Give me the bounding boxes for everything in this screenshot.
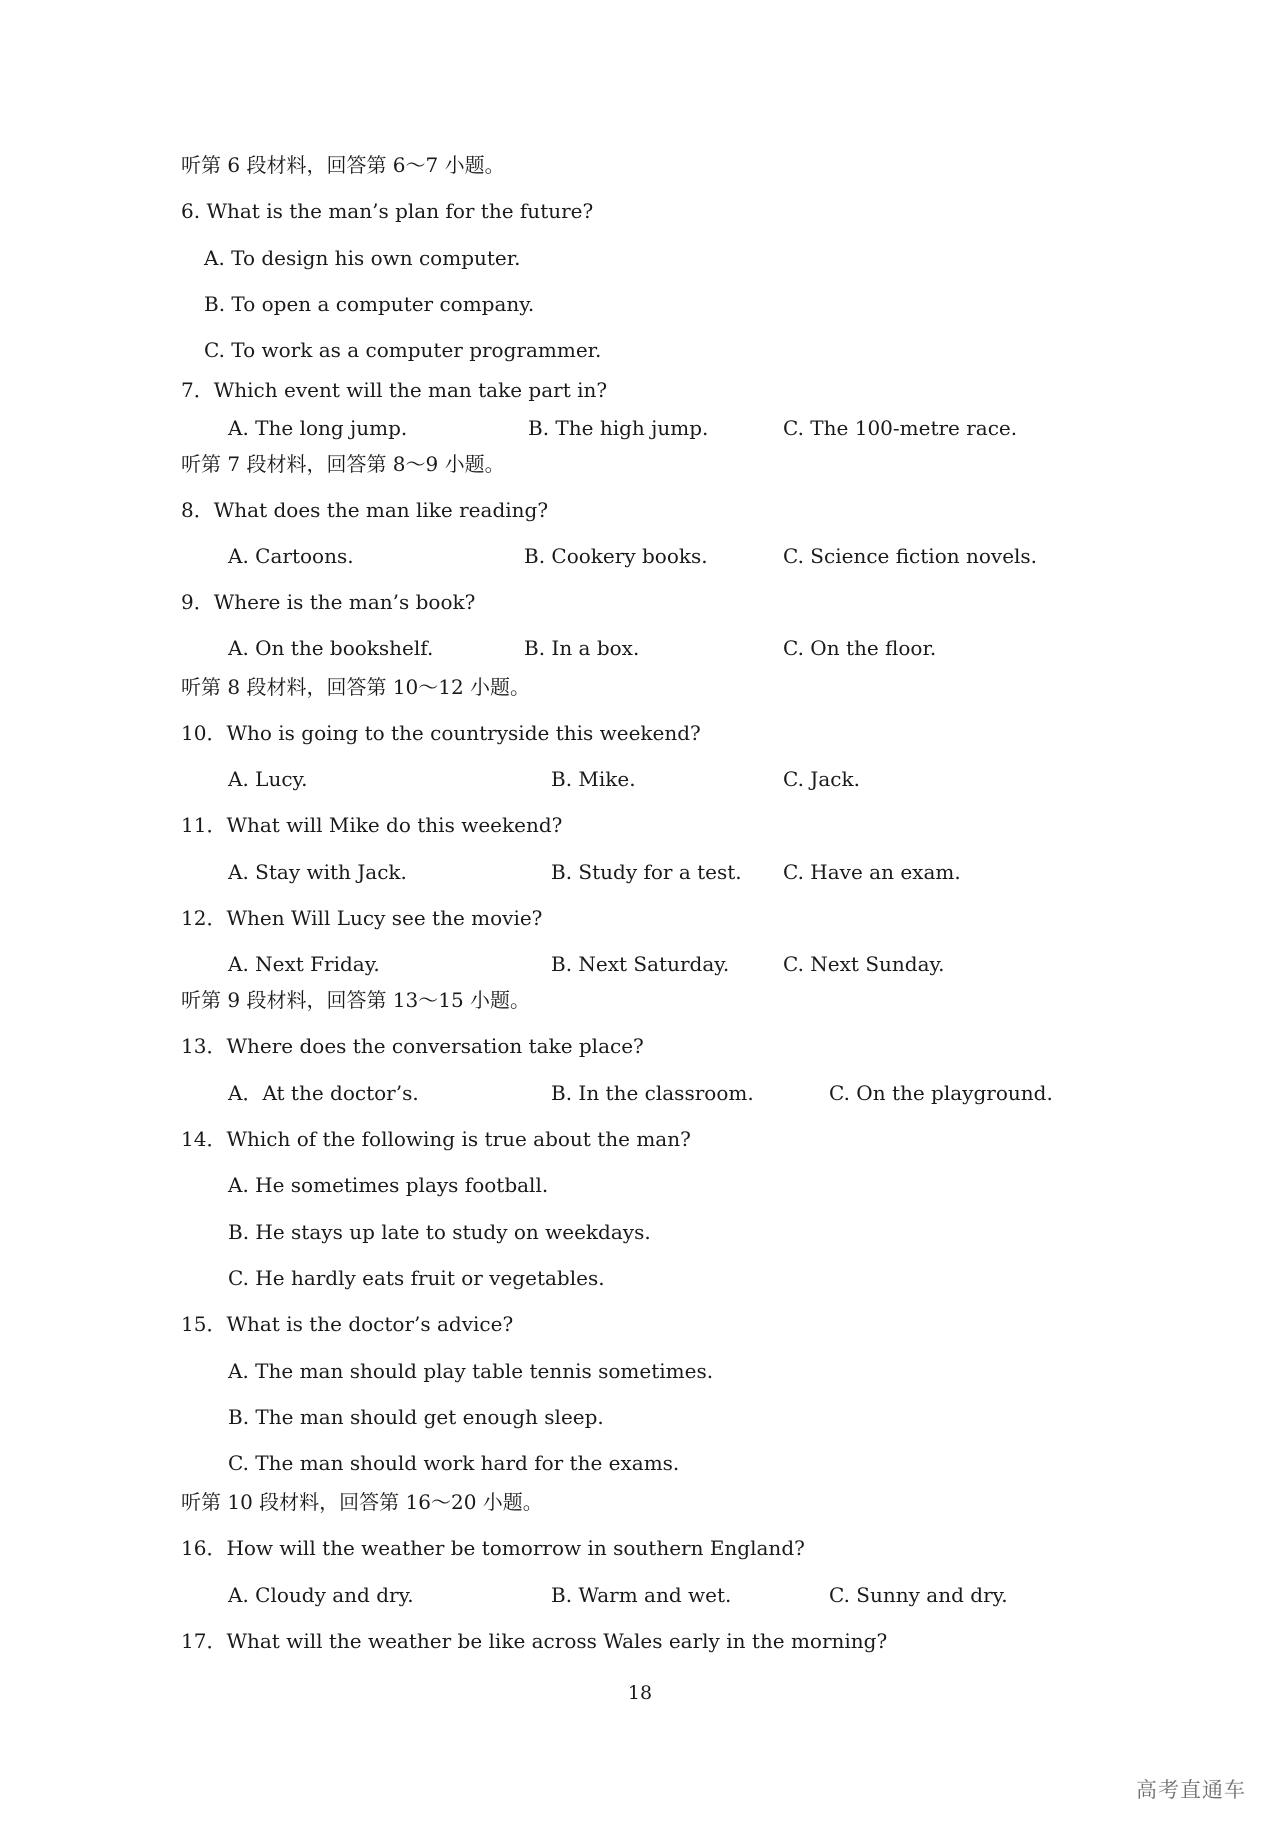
question-12-option-c: C. Next Sunday. xyxy=(783,952,945,976)
section-heading-6: 听第 6 段材料，回答第 6～7 小题。 xyxy=(181,153,505,177)
section-heading-8: 听第 8 段材料，回答第 10～12 小题。 xyxy=(181,675,531,699)
question-6: 6. What is the man’s plan for the future? xyxy=(181,199,594,223)
question-8: 8．What does the man like reading? xyxy=(181,498,549,522)
question-9-option-b: B. In a box. xyxy=(524,636,640,660)
question-7: 7．Which event will the man take part in? xyxy=(181,378,608,402)
question-11-option-a: A. Stay with Jack. xyxy=(228,860,407,884)
question-15-option-c: C. The man should work hard for the exams. xyxy=(228,1451,680,1475)
question-7-option-b: B. The high jump. xyxy=(528,416,709,440)
question-10-option-c: C. Jack. xyxy=(783,767,860,791)
question-11: 11．What will Mike do this weekend? xyxy=(181,813,563,837)
question-15: 15．What is the doctor’s advice? xyxy=(181,1312,514,1336)
question-9-option-a: A. On the bookshelf. xyxy=(228,636,434,660)
question-13-option-b: B. In the classroom. xyxy=(551,1081,754,1105)
question-16-option-c: C. Sunny and dry. xyxy=(829,1583,1008,1607)
watermark: 高考直通车 xyxy=(1136,1778,1246,1802)
question-6-option-c: C. To work as a computer programmer. xyxy=(204,338,602,362)
section-heading-7: 听第 7 段材料，回答第 8～9 小题。 xyxy=(181,452,505,476)
question-16-option-a: A. Cloudy and dry. xyxy=(228,1583,414,1607)
question-11-option-c: C. Have an exam. xyxy=(783,860,961,884)
section-heading-9: 听第 9 段材料，回答第 13～15 小题。 xyxy=(181,988,531,1012)
question-14-option-a: A. He sometimes plays football. xyxy=(228,1173,549,1197)
question-13: 13．Where does the conversation take place? xyxy=(181,1034,644,1058)
question-12-option-a: A. Next Friday. xyxy=(228,952,380,976)
question-12: 12．When Will Lucy see the movie? xyxy=(181,906,543,930)
question-11-option-b: B. Study for a test. xyxy=(551,860,742,884)
question-17: 17．What will the weather be like across Wales early in the morning? xyxy=(181,1629,888,1653)
question-13-option-c: C. On the playground. xyxy=(829,1081,1053,1105)
question-15-option-b: B. The man should get enough sleep. xyxy=(228,1405,604,1429)
question-14-option-c: C. He hardly eats fruit or vegetables. xyxy=(228,1266,605,1290)
question-10-option-a: A. Lucy. xyxy=(228,767,308,791)
question-16-option-b: B. Warm and wet. xyxy=(551,1583,732,1607)
question-9: 9．Where is the man’s book? xyxy=(181,590,476,614)
question-14: 14．Which of the following is true about the man? xyxy=(181,1127,691,1151)
question-8-option-b: B. Cookery books. xyxy=(524,544,708,568)
question-13-option-a: A．At the doctor’s. xyxy=(228,1081,419,1105)
question-10: 10．Who is going to the countryside this weekend? xyxy=(181,721,701,745)
question-7-option-a: A. The long jump. xyxy=(228,416,408,440)
question-6-option-b: B. To open a computer company. xyxy=(204,292,535,316)
question-9-option-c: C. On the floor. xyxy=(783,636,937,660)
page-number: 18 xyxy=(627,1682,653,1704)
question-14-option-b: B. He stays up late to study on weekdays. xyxy=(228,1220,651,1244)
question-15-option-a: A. The man should play table tennis sometimes. xyxy=(228,1359,714,1383)
question-8-option-a: A. Cartoons. xyxy=(228,544,354,568)
section-heading-10: 听第 10 段材料，回答第 16～20 小题。 xyxy=(181,1490,543,1514)
question-12-option-b: B. Next Saturday. xyxy=(551,952,730,976)
question-6-option-a: A. To design his own computer. xyxy=(204,246,521,270)
question-10-option-b: B. Mike. xyxy=(551,767,636,791)
question-16: 16．How will the weather be tomorrow in southern England? xyxy=(181,1536,805,1560)
question-8-option-c: C. Science fiction novels. xyxy=(783,544,1038,568)
question-7-option-c: C. The 100-metre race. xyxy=(783,416,1018,440)
